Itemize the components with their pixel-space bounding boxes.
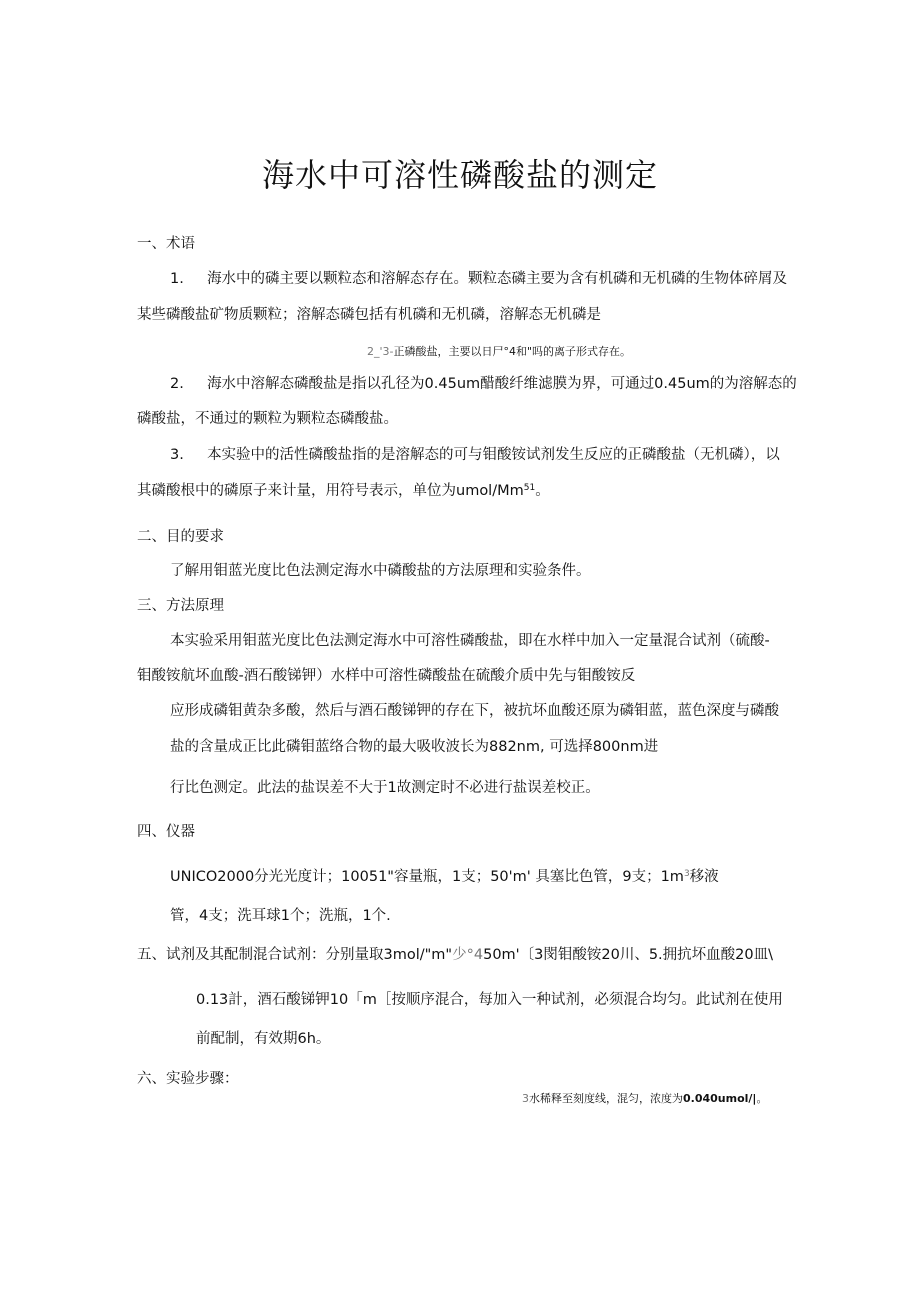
section-heading-principle: 三、方法原理 [137, 598, 224, 614]
reagents-line-2: 0.13計，酒石酸锑钾10「m［按顺序混合，每加入一种试剂，必须混合均匀。此试剂在使用 [196, 992, 783, 1008]
reagents-line-3: 前配制，有效期6h。 [196, 1031, 331, 1047]
term-1-line-1 [170, 267, 787, 288]
section-heading-reagents: 五、试剂及其配制混合试剂： [137, 947, 326, 963]
superscript: 3 [683, 869, 690, 879]
text: 分别量取3mol/"m" [325, 947, 453, 963]
document-title: 海水中可溶性磷酸盐的测定 [261, 156, 658, 194]
procedure-note [522, 1090, 767, 1106]
text-end: 。 [535, 483, 550, 499]
note-prefix: 2_'3- [367, 345, 394, 358]
term-2-line-1 [170, 372, 797, 393]
principle-line-2: 钼酸铵航坏血酸-酒石酸锑钾）水样中可溶性磷酸盐在硫酸介质中先与钼酸铵反 [137, 668, 636, 684]
term-2-line-2: 磷酸盐，不通过的颗粒为颗粒态磷酸盐。 [137, 411, 398, 427]
instruments-line-1 [170, 865, 719, 886]
section-heading-terminology: 一、术语 [137, 236, 195, 252]
principle-line-4: 盐的含量成正比此磷钼蓝络合物的最大吸收波长为882nm, 可选择800nm进 [170, 739, 659, 755]
item-number: 2. [170, 376, 184, 392]
item-number: 1. [170, 271, 184, 287]
principle-line-1: 本实验采用钼蓝光度比色法测定海水中可溶性磷酸盐，即在水样中加入一定量混合试剂（硫酸- [170, 633, 770, 649]
item-text: 海水中溶解态磷酸盐是指以孔径为0.45um醋酸纤维滤膜为界，可通过0.45um的为溶解态的 [207, 376, 797, 392]
text: 其磷酸根中的磷原子来计量，用符号表示，单位为umol/Mm [137, 483, 524, 499]
reagents-line-1 [137, 943, 773, 964]
section-heading-objectives: 二、目的要求 [137, 529, 224, 545]
note-end: 。 [756, 1092, 768, 1105]
item-number: 3. [170, 447, 184, 463]
section-heading-instruments: 四、仪器 [137, 824, 195, 840]
note-text: 正磷酸盐，主要以日尸°4和"吗的离子形式存在。 [393, 345, 632, 358]
text: UNICO2000分光光度计；10051"容量瓶，1支；50'm' 具塞比色管，9支；1m [170, 869, 684, 885]
note-text: 水稀释至刻度线，混匀，浓度为 [529, 1092, 683, 1105]
text-end: 50m'〔3閔钼酸铵20川、5.拥抗坏血酸20皿\ [483, 947, 774, 963]
text-end: 移液 [689, 869, 719, 885]
term-1-note [367, 343, 631, 359]
text-grey: 少°4 [452, 947, 484, 963]
item-text: 本实验中的活性磷酸盐指的是溶解态的可与钼酸铵试剂发生反应的正磷酸盐（无机磷），以 [207, 447, 780, 463]
note-prefix: 3 [522, 1092, 529, 1105]
principle-line-3: 应形成磷钼黄杂多酸，然后与酒石酸锑钾的存在下，被抗坏血酸还原为磷钼蓝，蓝色深度与磷酸 [170, 703, 779, 719]
objectives-body: 了解用钼蓝光度比色法测定海水中磷酸盐的方法原理和实验条件。 [170, 563, 591, 579]
instruments-line-2: 管，4支；洗耳球1个；洗瓶，1个. [170, 908, 391, 924]
principle-line-5: 行比色测定。此法的盐误差不大于1故测定时不必进行盐误差校正。 [170, 780, 600, 796]
item-text: 海水中的磷主要以颗粒态和溶解态存在。颗粒态磷主要为含有机磷和无机磷的生物体碎屑及 [207, 271, 788, 287]
section-heading-procedure: 六、实验步骤： [137, 1071, 239, 1087]
note-concentration: 0.040umol/| [683, 1092, 757, 1105]
term-1-line-2: 某些磷酸盐矿物质颗粒；溶解态磷包括有机磷和无机磷，溶解态无机磷是 [137, 307, 601, 323]
term-3-line-1 [170, 443, 780, 464]
superscript: 51 [523, 483, 536, 493]
term-3-line-2 [137, 479, 550, 500]
